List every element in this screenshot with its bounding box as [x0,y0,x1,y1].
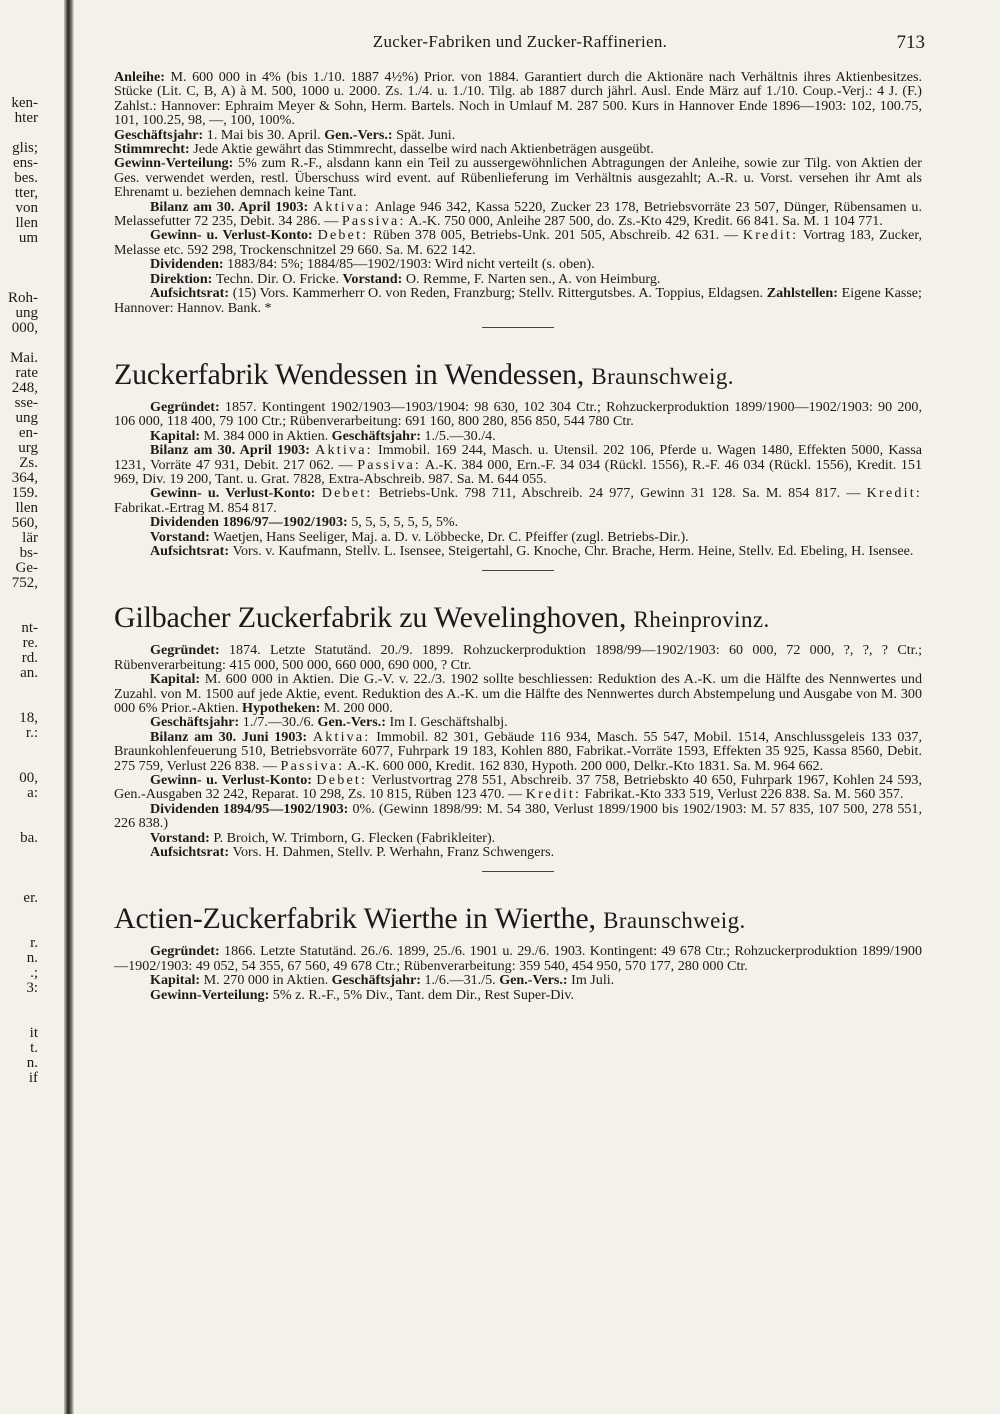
label: Direktion: [150,270,216,287]
label: Bilanz am 30. April 1903: [150,198,314,215]
text: A.-K. 600 000, Kredit. 162 830, Hypoth. 200 000, Delkr.-Kto 1831. Sa. M. 964 662. [344,757,824,774]
margin-fragment: 752, [11,575,38,591]
margin-fragment [0,606,44,621]
margin-fragment [0,276,44,291]
label: Dividenden: [150,256,228,273]
company-heading [114,358,922,394]
spaced-label: Kredit: [742,227,799,244]
label: Aufsichtsrat: [150,542,233,559]
margin-fragment: en- [18,425,38,441]
text: 1883/84: 5%; 1884/85—1902/1903: Wird nicht verteilt (s. oben). [227,256,595,273]
label: Zahlstellen: [766,285,842,302]
margin-fragment: ens- [13,155,38,171]
margin-fragment: bes. [14,170,38,186]
label: Gewinn-Verteilung: [114,155,239,172]
label: Vorstand: [342,270,406,287]
label: Vorstand: [150,528,214,545]
text: Jede Aktie gewährt das Stimmrecht, dasselbe wird nach Aktienbeträgen ausgeübt. [193,141,654,158]
label: Geschäftsjahr: [114,126,207,143]
entry-continued [114,70,922,315]
spaced-label: Kredit: [525,786,582,803]
direktion-paragraph [114,272,922,286]
margin-fragment: ken- [11,96,38,111]
margin-fragment [0,921,44,936]
bilanz-paragraph [114,730,922,773]
margin-fragment [0,681,44,696]
page-header [115,32,925,56]
dividenden-paragraph [114,257,922,271]
company-region: Rheinprovinz. [633,607,770,633]
company-heading [114,601,922,637]
margin-fragment: 3: [26,980,38,996]
label: Gewinn-Verteilung: [150,986,273,1003]
kapital-paragraph [114,973,922,987]
section-divider [482,570,554,571]
margin-fragment [0,876,44,891]
margin-fragment [0,261,44,276]
text: 1./5.—30./4. [424,427,496,444]
margin-fragment [0,591,44,606]
margin-fragment [0,816,44,831]
margin-fragment: nt- [21,620,38,636]
margin-fragment: hter [14,110,38,126]
label: Gen.-Vers.: [499,972,572,989]
gewinn-verteilung-paragraph [114,988,922,1002]
text: Immobil. 82 301, Gebäude 116 934, Masch. 55 547, Mobil. 1514, Anschlussgeleis 133 037, Braunkohlenfeuerung 510, Betriebsvorräte 6077, Fuhrpark 19 183, Kohlen 880, Fabrikat.-Vorräte 1593, Effekten 35 925, Kassa 8560, Debit. 275 759, Verlust 226 838. — [114,728,922,774]
margin-fragment: r.: [25,725,38,741]
margin-fragment: a: [27,785,38,801]
aufsichtsrat-paragraph [114,845,922,859]
gegruendet-paragraph [114,944,922,973]
label: Anleihe: [114,69,171,85]
text: Im I. Geschäftshalbj. [389,714,508,731]
label: Dividenden 1896/97—1902/1903: [150,514,352,531]
label: Gegründet: [150,943,225,960]
spaced-label: Debet: [321,485,373,502]
label: Hypotheken: [242,700,324,716]
entry-wendessen [114,358,922,558]
spaced-label: Aktiva: [315,442,373,459]
margin-fragment: 248, [11,380,38,396]
kapital-paragraph [114,672,922,715]
margin-fragment: 00, [19,770,38,786]
text: Fabrikat.-Ertrag M. 854 817. [114,499,277,516]
label: Aufsichtsrat: [150,844,233,861]
company-name: Actien-Zuckerfabrik Wierthe in Wierthe, [114,902,596,936]
text: Eigene Kasse; Hannover: Hannov. Bank. * [114,285,922,316]
text: 0%. (Gewinn 1898/99: M. 54 380, Verlust 1899/1900 bis 1902/1903: M. 57 835, 107 500, 278 551, 226 838.) [114,800,923,832]
margin-fragment: re. [22,635,38,651]
margin-fragment: 159. [11,485,38,501]
margin-fragment: bs- [19,545,38,561]
label: Bilanz am 30. Juni 1903: [150,728,313,745]
margin-fragment [0,801,44,816]
label: Gegründet: [150,398,225,415]
running-title: Zucker-Fabriken und Zucker-Raffinerien. [372,32,668,51]
margin-fragment: Zs. [19,455,38,471]
text: Anlage 946 342, Kassa 5220, Zucker 23 178, Betriebsvorräte 23 507, Dünger, Rübensamen u. Melassefutter 72 235, Debit. 34 286. — [114,198,922,230]
margin-fragment [0,126,44,141]
spaced-label: Passiva: [280,757,345,774]
margin-fragment [0,906,44,921]
margin-fragment [0,861,44,876]
label: Geschäftsjahr: [150,714,243,731]
label: Gen.-Vers.: [324,126,397,143]
margin-fragment: n. [26,1055,38,1071]
text: M. 270 000 in Aktien. [203,972,332,989]
margin-fragment: 18, [19,710,38,726]
label: Gewinn- u. Verlust-Konto: [150,485,322,502]
margin-fragment [0,996,44,1011]
dividenden-paragraph [114,802,922,831]
margin-fragment: if [28,1070,38,1086]
label: Gen.-Vers.: [317,714,390,731]
bilanz-paragraph [114,200,922,229]
margin-fragment: sse- [14,395,38,411]
neighbouring-page-margin [0,96,44,1396]
page-content [114,70,922,1002]
margin-fragment [0,846,44,861]
text: Spät. Juni. [396,126,456,143]
text: M. 600 000 in Aktien. Die G.-V. v. 22./3. 1902 sollte beschliessen: Reduktion des A.-K. um die Hälfte des Nennwertes und Zuzahl. von M. 1500 auf jede Aktie, event. Reduktion des A.-K. um die Hälfte des Nennwertes durch Abstempelung und Ausgabe von M. 300 000 6% Prior.-Aktien. [114,671,922,716]
book-fold [64,0,74,1414]
margin-fragment: ba. [20,830,38,846]
label: Gewinn- u. Verlust-Konto: [150,227,318,244]
company-region: Braunschweig. [603,908,746,934]
kapital-paragraph [114,429,922,443]
page-number: 713 [896,32,925,53]
margin-fragment [0,696,44,711]
spaced-label: Debet: [317,227,369,244]
margin-fragment: n. [26,950,38,966]
margin-fragment: urg [18,440,38,456]
margin-fragment: Ge- [15,560,38,576]
margin-fragment: ung [15,305,38,321]
spaced-label: Debet: [316,772,368,789]
text: 5, 5, 5, 5, 5, 5, 5%. [351,514,459,531]
text: M. 600 000 in 4% (bis 1./10. 1887 4½%) Prior. von 1884. Garantiert durch die Aktionäre nach Verhältnis ihres Aktienbesitzes. Stücke (Lit. C, B, A) à M. 500, 1000 u. 2000. Zs. 1./4. u. 1./10. Tilg. ab 1887 durch jährl. Ausl. Ende März auf 1./10. Coup.-Verj.: 4 J. (F.) Zahlst.: Hannover: Ephraim Meyer & Sohn, Herm. Bartels. Noch in Umlauf M. 287 500. Kurs in Hannover Ende 1896—1903: 102, 100.75, 101, 100.25, 98, —, 100, 100%. [114,69,922,129]
text: Rüben 378 005, Betriebs-Unk. 201 505, Abschreib. 42 631. — [368,227,743,244]
text: A.-K. 384 000, Ern.-F. 34 034 (Rückl. 1556), R.-F. 46 034 (Rückl. 1556), Kredit. 151 969, Div. 19 200, Tant. u. Grat. 7828, Extra-Abschreib. 987. Sa. M. 644 055. [114,456,923,487]
label: Kapital: [150,972,204,989]
label: Gegründet: [150,642,229,659]
text: Betriebs-Unk. 798 711, Abschreib. 24 977, Gewinn 31 128. Sa. M. 854 817. — [372,485,867,502]
text: P. Broich, W. Trimborn, G. Flecken (Fabrikleiter). [213,829,496,846]
margin-fragment [0,246,44,261]
margin-fragment: rate [15,365,38,381]
gewinn-verlust-paragraph [114,486,922,515]
text: 5% z. R.-F., 5% Div., Tant. dem Dir., Rest Super-Div. [272,986,575,1003]
margin-fragment: um [18,230,38,246]
margin-fragment: 364, [11,470,38,486]
margin-fragment: glis; [12,140,38,156]
gegruendet-paragraph [114,400,922,429]
vorstand-paragraph [114,831,922,845]
text: 1./7.—30./6. [242,714,318,731]
margin-fragment [0,1011,44,1026]
entry-wevelinghoven [114,601,922,859]
margin-fragment: llen [15,215,38,231]
company-name: Zuckerfabrik Wendessen in Wendessen, [114,357,585,391]
text: Vortrag 183, Zucker, Melasse etc. 592 298, Trockenschnitzel 29 660. Sa. M. 622 142. [114,227,923,258]
spaced-label: Kredit: [866,485,922,502]
geschaeftsjahr-paragraph [114,715,922,729]
anleihe-paragraph [114,70,922,128]
margin-fragment: lär [22,530,38,546]
margin-fragment: llen [15,500,38,516]
text: Fabrikat.-Kto 333 519, Verlust 226 838. Sa. M. 560 357. [581,786,904,803]
text: Vors. v. Kaufmann, Stellv. L. Isensee, Steigertahl, G. Knoche, Chr. Brache, Herm. Heine, Stellv. Ed. Ebeling, H. Isensee. [232,542,914,559]
margin-fragment: 000, [11,320,38,336]
text: Verlustvortrag 278 551, Abschreib. 37 758, Betriebskto 40 650, Fuhrpark 1967, Kohlen 24 593, Gen.-Ausgaben 32 242, Reparat. 10 298, Zs. 10 815, Rüben 123 470. — [114,772,922,803]
text: Waetjen, Hans Seeliger, Maj. a. D. v. Löbbecke, Dr. C. Pfeiffer (zugl. Betriebs-Dir.). [213,528,689,545]
company-heading [114,902,922,938]
text: Techn. Dir. O. Fricke. [215,270,343,287]
text: A.-K. 750 000, Anleihe 287 500, do. Zs.-Kto 429, Kredit. 66 841. Sa. M. 1 104 771. [405,213,883,230]
margin-fragment: ung [15,410,38,426]
text: 1866. Letzte Statutänd. 26./6. 1899, 25./6. 1901 u. 29./6. 1903. Kontingent: 49 678 Ctr.; Rohzuckerproduktion 1899/1900—1902/1903: 49 052, 54 355, 67 560, 49 678 Ctr.; Rübenverarbeitung: 359 540, 454 950, 570 177, 280 000 Ctr. [114,943,923,974]
label: Geschäftsjahr: [331,427,425,444]
label: Geschäftsjahr: [331,972,425,989]
margin-fragment [0,756,44,771]
margin-fragment: rd. [21,650,38,666]
label: Dividenden 1894/95—1902/1903: [150,800,353,817]
stimmrecht-paragraph [114,142,922,156]
aufsichtsrat-paragraph [114,544,922,558]
margin-fragment: an. [20,665,38,681]
label: Bilanz am 30. April 1903: [150,442,316,459]
text: (15) Vors. Kammerherr O. von Reden, Franzburg; Stellv. Rittergutsbes. A. Toppius, Eldagsen. [232,285,767,302]
spaced-label: Passiva: [341,213,406,230]
text: 1. Mai bis 30. April. [206,126,325,143]
label: Stimmrecht: [114,141,194,158]
text: M. 200 000. [323,700,393,716]
margin-fragment: r. [30,935,38,951]
vorstand-paragraph [114,530,922,544]
spaced-label: Aktiva: [313,198,371,215]
aufsichtsrat-paragraph [114,286,922,315]
label: Aufsichtsrat: [150,285,233,302]
label: Vorstand: [150,829,214,846]
gewinn-verlust-paragraph [114,773,922,802]
text: Vors. H. Dahmen, Stellv. P. Werhahn, Franz Schwengers. [232,844,555,861]
text: Im Juli. [571,972,615,989]
text: 1857. Kontingent 1902/1903—1903/1904: 98 630, 102 304 Ctr.; Rohzuckerproduktion 1899/1900—1902/1903: 90 200, 106 000, 118 400, 79 100 Ctr.; Rübenverarbeitung: 691 160, 800 280, 856 850, 544 780 Ctr. [114,398,923,430]
margin-fragment [0,741,44,756]
text: Immobil. 169 244, Masch. u. Utensil. 202 106, Pferde u. Wagen 1480, Effekten 5000, Kassa 1231, Vorräte 47 931, Debit. 217 062. — [114,442,922,473]
margin-fragment: tter, [14,185,38,201]
margin-fragment [0,336,44,351]
spaced-label: Aktiva: [312,728,371,745]
dividenden-paragraph [114,515,922,529]
margin-fragment: .; [30,965,38,981]
gewinn-verlust-paragraph [114,228,922,257]
text: M. 384 000 in Aktien. [203,427,332,444]
spaced-label: Passiva: [357,456,422,473]
geschaeftsjahr-paragraph [114,128,922,142]
company-region: Braunschweig. [591,363,734,389]
margin-fragment: Mai. [10,350,38,366]
margin-fragment: it [29,1025,38,1041]
section-divider [482,871,554,872]
company-name: Gilbacher Zuckerfabrik zu Wevelinghoven, [114,601,627,635]
gegruendet-paragraph [114,643,922,672]
text: 5% zum R.-F., alsdann kann ein Teil zu aussergewöhnlichen Abtragungen der Anleihe, sowie zur Tilg. von Aktien der Ges. verwendet werden, restl. Überschuss wird event. auf Rübenlieferung im Verhältnis ausgezahlt; A.-R. u. Vorst. versehen ihr Amt als Ehrenamt u. beziehen demnach keine Tant. [114,155,922,201]
margin-fragment: 560, [11,515,38,531]
label: Kapital: [150,671,205,688]
bilanz-paragraph [114,443,922,486]
margin-fragment: t. [30,1040,38,1056]
text: 1874. Letzte Statutänd. 20./9. 1899. Rohzuckerproduktion 1898/99—1902/1903: 60 000, 72 000, ?, ?, ? Ctr.; Rübenverarbeitung: 415 000, 500 000, 660 000, 690 000, ? Ctr. [114,642,923,673]
margin-fragment: Roh- [8,290,38,306]
section-divider [482,327,554,328]
text: 1./6.—31./5. [424,972,500,989]
label: Kapital: [150,427,204,444]
margin-fragment: er. [23,890,38,906]
margin-fragment: von [15,200,38,216]
entry-wierthe [114,902,922,1002]
label: Gewinn- u. Verlust-Konto: [150,772,317,789]
text: O. Remme, F. Narten sen., A. von Heimburg. [405,270,661,287]
gewinn-verteilung-paragraph [114,156,922,199]
